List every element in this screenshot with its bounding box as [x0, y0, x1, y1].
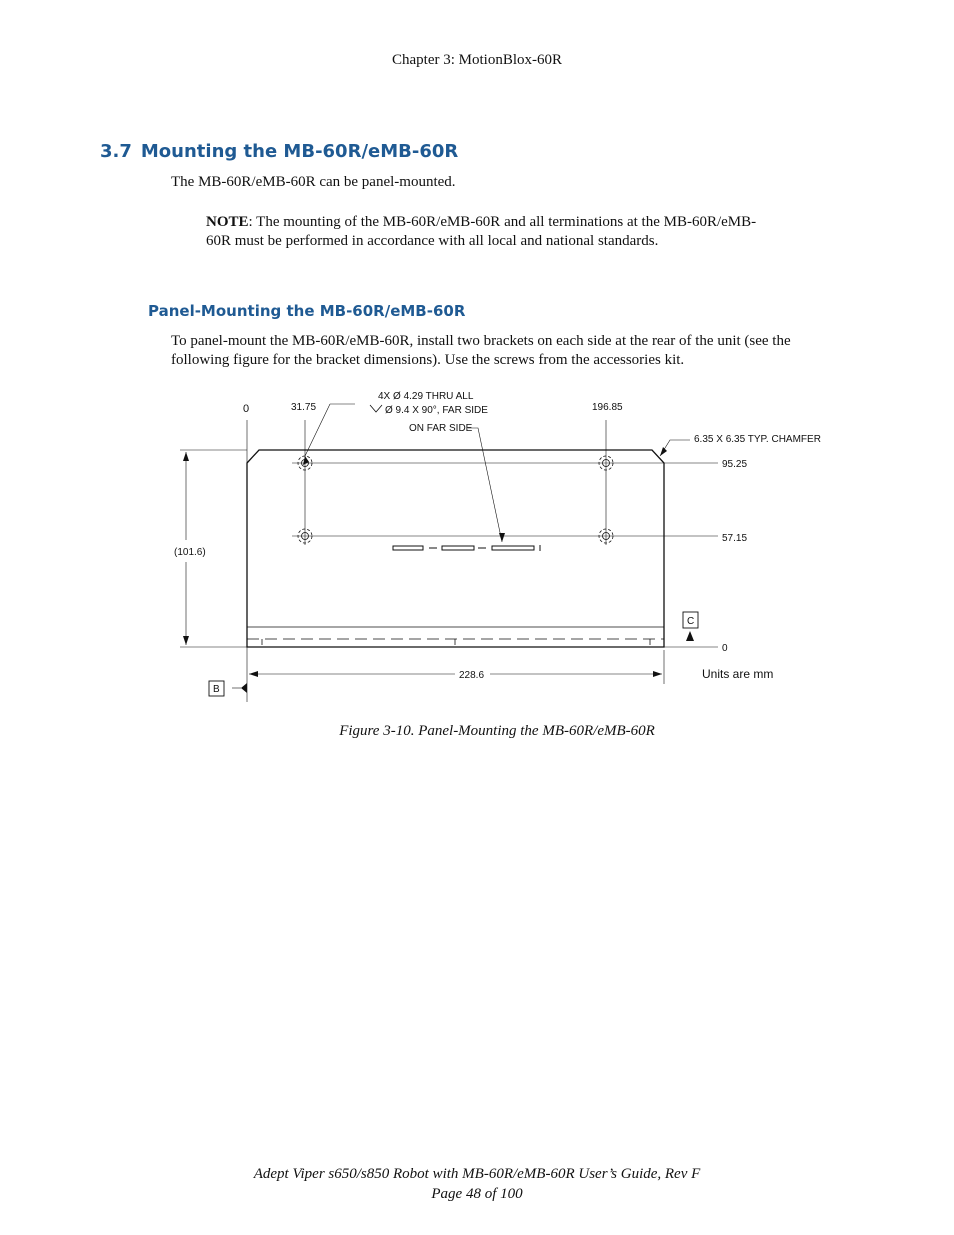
section-title: Mounting the MB-60R/eMB-60R: [140, 141, 459, 162]
subsection-heading: Panel-Mounting the MB-60R/eMB-60R: [148, 302, 466, 320]
label-x-hole2: 196.85: [592, 402, 623, 413]
label-hole-spec-1: 4X Ø 4.29 THRU ALL: [378, 391, 474, 402]
section-number: 3.7: [100, 141, 132, 162]
label-height: (101.6): [174, 547, 206, 558]
bracket-flange: [247, 627, 664, 645]
label-chamfer: 6.35 X 6.35 TYP. CHAMFER: [694, 434, 821, 445]
label-width: 228.6: [459, 670, 485, 681]
label-y-bottom-holes: 57.15: [722, 533, 748, 544]
figure-caption: Figure 3-10. Panel-Mounting the MB-60R/eMB-60R: [339, 723, 655, 739]
bracket-drawing-svg: [170, 380, 850, 710]
footer-title: Adept Viper s650/s850 Robot with MB-60R/eMB-60R User’s Guide, Rev F: [253, 1166, 701, 1182]
subsection-paragraph: To panel-mount the MB-60R/eMB-60R, install two brackets on each side at the rear of the unit (see the following figure for the bracket dimensions). Use the screws from the accessories kit.: [171, 333, 791, 368]
note-block: [206, 213, 781, 250]
bracket-drawing: [170, 380, 850, 710]
footer-page-number: Page 48 of 100: [431, 1186, 523, 1202]
label-hole-spec-2: Ø 9.4 X 90°, FAR SIDE: [385, 405, 488, 416]
label-y0: 0: [722, 643, 728, 654]
intro-paragraph: The MB-60R/eMB-60R can be panel-mounted.: [171, 174, 456, 190]
label-datum-b: B: [213, 684, 220, 695]
label-y-top-holes: 95.25: [722, 459, 748, 470]
mounting-holes: [298, 456, 613, 543]
label-datum-c: C: [687, 616, 695, 627]
countersink-icon: [370, 405, 382, 412]
page-footer: [0, 1164, 954, 1204]
dimension-lines: [180, 404, 718, 702]
bracket-outline: [247, 450, 664, 647]
hidden-slot: [393, 545, 540, 551]
label-x0: 0: [243, 403, 250, 415]
label-far-side: ON FAR SIDE: [409, 423, 473, 434]
running-header: Chapter 3: MotionBlox-60R: [392, 52, 562, 68]
note-text: : The mounting of the MB-60R/eMB-60R and all terminations at the MB-60R/eMB-60R must be performed in accordance with all local and national standards.: [206, 214, 757, 249]
note-label: NOTE: [206, 214, 249, 230]
label-units: Units are mm: [702, 667, 774, 681]
section-heading: [100, 141, 458, 162]
arrowheads: [183, 447, 694, 693]
label-x-hole1: 31.75: [291, 402, 317, 413]
